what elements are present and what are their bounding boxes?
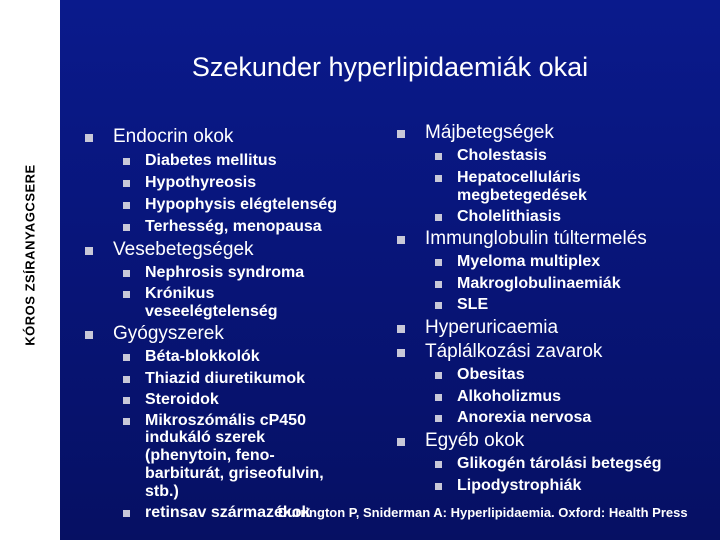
list-item: SLE [457, 295, 488, 315]
list-item-continuation: barbiturát, griseofulvin, [145, 465, 324, 482]
list-item-continuation: stb.) [145, 483, 179, 500]
list-item: Nephrosis syndroma [145, 263, 304, 283]
bullet-icon [85, 331, 93, 339]
bullet-icon [397, 236, 405, 244]
list-item: Béta-blokkolók [145, 347, 260, 367]
list-item: Thiazid diuretikumok [145, 369, 305, 389]
category-label: Endocrin okok [113, 126, 234, 147]
list-item: retinsav származékok [145, 503, 310, 523]
list-item: Alkoholizmus [457, 387, 561, 407]
list-item: Diabetes mellitus [145, 151, 277, 171]
list-item: Cholelithiasis [457, 207, 561, 227]
bullet-icon [435, 281, 442, 288]
list-item: Mikroszómális cP450 [145, 411, 306, 431]
bullet-icon [435, 372, 442, 379]
bullet-icon [397, 349, 405, 357]
bullet-icon [123, 202, 130, 209]
list-item-continuation: veseelégtelenség [145, 303, 278, 320]
list-item: Makroglobulinaemiák [457, 274, 621, 294]
bullet-icon [123, 376, 130, 383]
bullet-icon [123, 510, 130, 517]
bullet-icon [397, 438, 405, 446]
bullet-icon [85, 247, 93, 255]
bullet-icon [435, 461, 442, 468]
list-item: Terhesség, menopausa [145, 217, 322, 237]
bullet-icon [123, 418, 130, 425]
bullet-icon [123, 158, 130, 165]
bullet-icon [123, 224, 130, 231]
bullet-icon [435, 394, 442, 401]
bullet-icon [123, 180, 130, 187]
category-immunglobulin [425, 229, 647, 249]
category-label: Májbetegségek [425, 122, 554, 143]
bullet-icon [397, 325, 405, 333]
bullet-icon [435, 302, 442, 309]
category-taplalkozasi [425, 342, 602, 362]
bullet-icon [123, 397, 130, 404]
bullet-icon [435, 214, 442, 221]
category-endocrin [113, 127, 233, 147]
bullet-icon [397, 130, 405, 138]
list-item: Obesitas [457, 365, 525, 385]
list-item-continuation: (phenytoin, feno- [145, 447, 275, 464]
bullet-icon [435, 153, 442, 160]
list-item: Lipodystrophiák [457, 476, 581, 496]
category-label: Gyógyszerek [113, 323, 224, 344]
bullet-icon [123, 270, 130, 277]
list-item: Hypothyreosis [145, 173, 256, 193]
category-label: Táplálkozási zavarok [425, 341, 603, 362]
list-item: Cholestasis [457, 146, 547, 166]
bullet-icon [435, 483, 442, 490]
list-item: Anorexia nervosa [457, 408, 591, 428]
bullet-icon [435, 415, 442, 422]
list-item-continuation: indukáló szerek [145, 429, 266, 446]
list-item: Myeloma multiplex [457, 252, 600, 272]
category-vese [113, 240, 254, 260]
category-label: Hyperuricaemia [425, 317, 559, 338]
bullet-icon [435, 175, 442, 182]
sidebar-label: KÓROS ZSÍRANYAGCSERE [22, 164, 38, 346]
bullet-icon [123, 291, 130, 298]
category-gyogyszerek [113, 324, 224, 344]
list-item: Hypophysis elégtelenség [145, 195, 337, 215]
bullet-icon [85, 134, 93, 142]
category-majbetegsegek [425, 123, 554, 143]
bullet-icon [435, 259, 442, 266]
list-item: Steroidok [145, 390, 219, 410]
sidebar [0, 0, 60, 540]
category-label: Egyéb okok [425, 430, 525, 451]
list-item: Hepatocelluláris [457, 168, 581, 188]
category-egyeb [425, 431, 524, 451]
citation: Durrington P, Sniderman A: Hyperlipidaemia. Oxford: Health Press [278, 505, 688, 520]
list-item-continuation: megbetegedések [457, 187, 587, 204]
category-label: Vesebetegségek [113, 239, 254, 260]
category-hyperuricaemia [425, 318, 558, 338]
category-label: Immunglobulin túltermelés [425, 228, 647, 249]
bullet-icon [123, 354, 130, 361]
slide-title: Szekunder hyperlipidaemiák okai [191, 52, 589, 82]
list-item: Krónikus [145, 284, 214, 304]
list-item: Glikogén tárolási betegség [457, 454, 662, 474]
